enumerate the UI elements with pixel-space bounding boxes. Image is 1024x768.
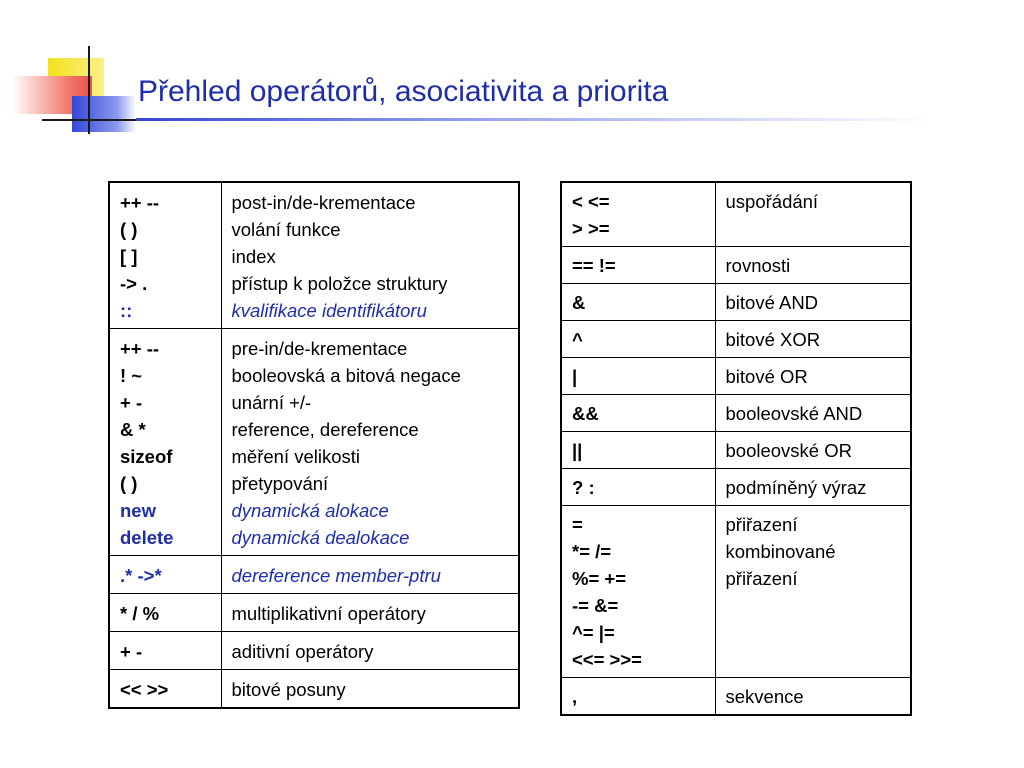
operator-description: uspořádání: [725, 191, 819, 212]
operator-description: dereference member-ptru: [231, 565, 441, 586]
operator-description: volání funkce: [231, 219, 341, 240]
deco-blue-bar: [72, 96, 136, 132]
operator-cell: [561, 432, 715, 469]
operator-description: kvalifikace identifikátoru: [231, 300, 427, 321]
operator-symbol: .* ->*: [120, 565, 162, 586]
operator-symbol: ( ): [120, 219, 138, 240]
description-cell: [715, 321, 911, 358]
table-row: [561, 678, 911, 716]
operator-description: přiřazení: [725, 568, 798, 589]
operator-symbol: &: [572, 292, 586, 313]
operator-description: dynamická dealokace: [231, 527, 410, 548]
operator-symbol: delete: [120, 527, 174, 548]
operator-symbol: << >>: [120, 679, 169, 700]
operator-symbol: &&: [572, 403, 599, 424]
table-row: [109, 182, 519, 329]
operator-cell: [561, 395, 715, 432]
operator-description: aditivní operátory: [231, 641, 374, 662]
deco-horizontal-line: [42, 119, 140, 121]
operator-symbol: ::: [120, 300, 133, 321]
description-cell: [715, 284, 911, 321]
description-cell: [221, 182, 519, 329]
operator-cell: [109, 182, 221, 329]
operator-symbol: %= +=: [572, 568, 627, 589]
operator-description: dynamická alokace: [231, 500, 389, 521]
operator-symbol: -> .: [120, 273, 148, 294]
operator-symbol: > >=: [572, 218, 610, 239]
operator-cell: [561, 182, 715, 247]
operator-cell: [109, 632, 221, 670]
operator-symbol: =: [572, 514, 583, 535]
table-row: [561, 247, 911, 284]
operator-symbol: * / %: [120, 603, 160, 624]
operator-symbol: ( ): [120, 473, 138, 494]
operator-cell: [561, 469, 715, 506]
operators-table-left: [108, 181, 520, 709]
operator-description: multiplikativní operátory: [231, 603, 426, 624]
operator-description: bitové AND: [725, 292, 819, 313]
description-cell: [715, 247, 911, 284]
description-cell: [715, 678, 911, 716]
table-row: [561, 506, 911, 678]
table-row: [561, 432, 911, 469]
table-row: [561, 321, 911, 358]
operator-symbol: + -: [120, 641, 143, 662]
table-row: [561, 358, 911, 395]
table-row: [561, 395, 911, 432]
operator-symbol: < <=: [572, 191, 610, 212]
table-row: [109, 594, 519, 632]
description-cell: [715, 182, 911, 247]
operator-description: unární +/-: [231, 392, 312, 413]
operator-symbol: -= &=: [572, 595, 619, 616]
operator-description: rovnosti: [725, 255, 791, 276]
operator-symbol: + -: [120, 392, 143, 413]
operator-symbol: sizeof: [120, 446, 173, 467]
operator-symbol: ++ --: [120, 338, 160, 359]
operator-symbol: ! ~: [120, 365, 143, 386]
operator-symbol: ,: [572, 686, 578, 707]
table-row: [561, 469, 911, 506]
description-cell: [221, 556, 519, 594]
operator-cell: [109, 556, 221, 594]
table-row: [109, 329, 519, 556]
operator-description: index: [231, 246, 276, 267]
operator-description: bitové posuny: [231, 679, 346, 700]
operator-description: pre-in/de-krementace: [231, 338, 408, 359]
description-cell: [715, 395, 911, 432]
operator-description: přístup k položce struktury: [231, 273, 448, 294]
operator-symbol: ||: [572, 440, 583, 461]
table-row: [109, 556, 519, 594]
description-cell: [221, 632, 519, 670]
operator-description: post-in/de-krementace: [231, 192, 416, 213]
operator-cell: [561, 678, 715, 716]
operator-description: bitové OR: [725, 366, 808, 387]
operator-description: bitové XOR: [725, 329, 821, 350]
operator-symbol: ? :: [572, 477, 595, 498]
table-row: [561, 182, 911, 247]
operator-description: booleovské OR: [725, 440, 852, 461]
operators-table-right: [560, 181, 912, 716]
operator-description: booleovské AND: [725, 403, 863, 424]
description-cell: [715, 358, 911, 395]
title-decoration: [0, 40, 140, 140]
table-row: [109, 670, 519, 709]
operator-symbol: ^: [572, 329, 583, 350]
table-row: [561, 284, 911, 321]
title-underline: [136, 118, 936, 121]
operator-symbol: new: [120, 500, 156, 521]
operator-symbol: ++ --: [120, 192, 160, 213]
operator-cell: [561, 358, 715, 395]
operator-symbol: *= /=: [572, 541, 612, 562]
operator-description: reference, dereference: [231, 419, 419, 440]
operator-symbol: == !=: [572, 255, 616, 276]
operator-description: přetypování: [231, 473, 329, 494]
operator-cell: [109, 329, 221, 556]
description-cell: [221, 594, 519, 632]
operator-cell: [561, 247, 715, 284]
operator-cell: [561, 321, 715, 358]
description-cell: [715, 469, 911, 506]
operator-description: měření velikosti: [231, 446, 361, 467]
description-cell: [715, 432, 911, 469]
description-cell: [221, 329, 519, 556]
operator-description: sekvence: [725, 686, 804, 707]
operator-symbol: & *: [120, 419, 146, 440]
operator-cell: [109, 670, 221, 709]
operator-symbol: |: [572, 366, 578, 387]
operator-cell: [561, 284, 715, 321]
operator-cell: [109, 594, 221, 632]
operator-symbol: <<= >>=: [572, 649, 642, 670]
description-cell: [221, 670, 519, 709]
operator-symbol: ^= |=: [572, 622, 615, 643]
description-cell: [715, 506, 911, 678]
page-title: Přehled operátorů, asociativita a priorita: [138, 75, 669, 108]
table-row: [109, 632, 519, 670]
operator-description: podmíněný výraz: [725, 477, 867, 498]
operator-cell: [561, 506, 715, 678]
operator-description: přiřazení: [725, 514, 798, 535]
operator-symbol: [ ]: [120, 246, 138, 267]
operator-description: kombinované: [725, 541, 836, 562]
operator-description: booleovská a bitová negace: [231, 365, 461, 386]
